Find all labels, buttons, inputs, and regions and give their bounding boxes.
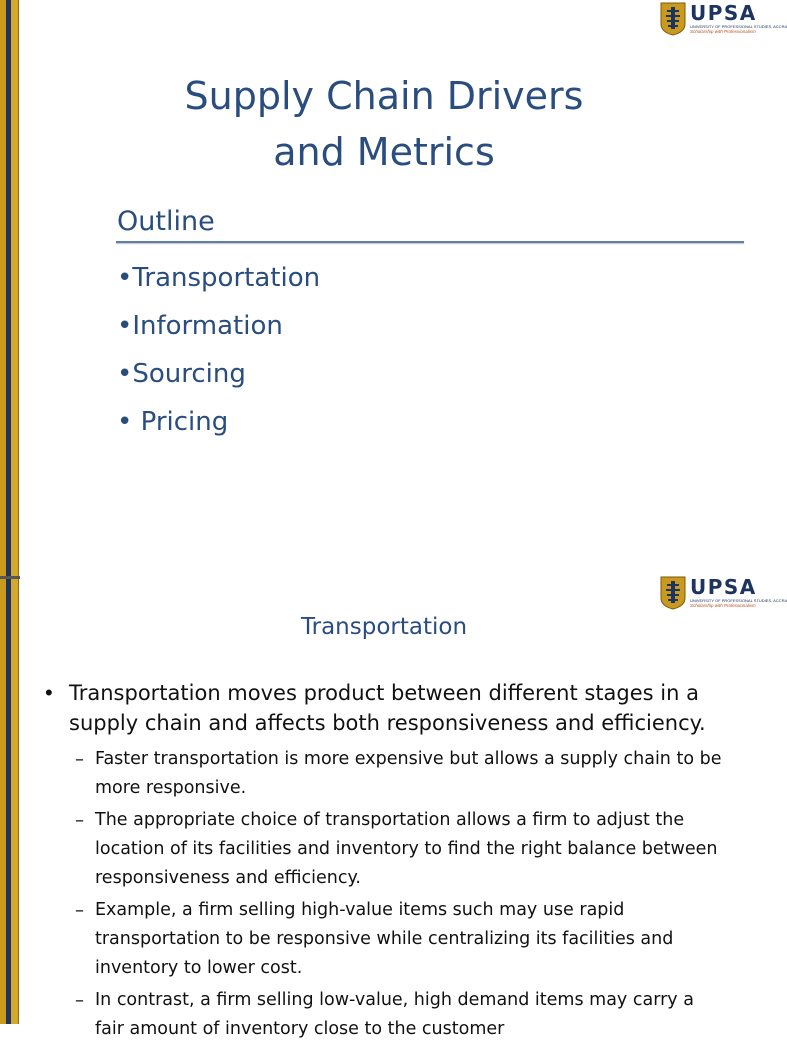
dash-icon: – [75,749,84,770]
outline-list [117,254,320,446]
sub-bullet [75,896,735,983]
sub-bullet-text: Example, a firm selling high-value items such may use rapid transportation to be responsive while centralizing its facilities and inventory to lower cost. [95,900,674,978]
slide-transportation [0,575,787,1039]
sub-bullet-text: The appropriate choice of transportation allows a firm to adjust the location of its facilities and inventory to find the right balance between responsiveness and efficiency. [95,810,718,888]
sub-bullet [75,806,735,893]
dash-icon: – [75,810,84,831]
title-line-2: and Metrics [273,130,495,174]
slide-title [0,68,768,180]
outline-divider [116,241,744,243]
upsa-logo [660,2,787,36]
sub-bullet [75,745,735,803]
sub-bullet-list [75,745,735,1047]
upsa-crest-icon [660,2,686,36]
outline-item-information: •Information [117,311,283,341]
logo-name: UPSA [690,1,757,26]
slide-title: Transportation [300,614,468,640]
bullet-dot-icon: • [45,680,53,705]
logo-motto: Scholarship with Professionalism [690,603,756,609]
upsa-logo [660,576,787,610]
outline-item-transportation: •Transportation [117,263,321,293]
dash-icon: – [75,990,84,1011]
sub-bullet [75,986,735,1044]
outline-item-sourcing: •Sourcing [117,359,246,389]
main-bullet-text: Transportation moves product between different stages in a supply chain and affects both responsiveness and efficiency. [69,681,706,735]
logo-name: UPSA [690,575,757,600]
left-decorative-border [0,576,19,1024]
slide-divider [0,576,20,579]
logo-motto: Scholarship with Professionalism [690,29,756,35]
sub-bullet-text: In contrast, a firm selling low-value, high demand items may carry a fair amount of inventory close to the customer [95,990,694,1039]
upsa-crest-icon [660,576,686,610]
main-bullet [45,678,735,738]
outline-heading: Outline [117,206,215,237]
outline-item-pricing: • Pricing [117,407,229,437]
logo-tagline: UNIVERSITY OF PROFESSIONAL STUDIES, ACCRA [690,598,787,604]
sub-bullet-text: Faster transportation is more expensive but allows a supply chain to be more responsive. [95,749,722,798]
title-line-1: Supply Chain Drivers [184,74,584,118]
logo-tagline: UNIVERSITY OF PROFESSIONAL STUDIES, ACCRA [690,24,787,30]
dash-icon: – [75,900,84,921]
